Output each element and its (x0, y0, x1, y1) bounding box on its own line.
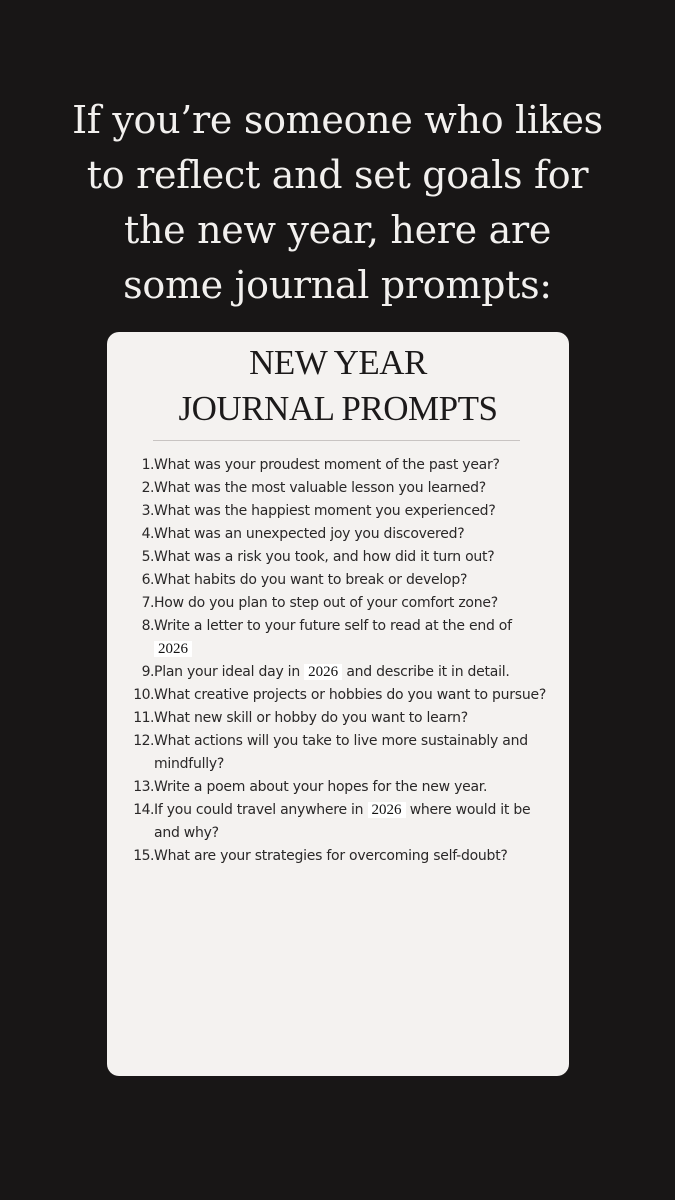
prompt-text: and describe it in detail. (346, 664, 510, 680)
prompt-number: 14. (133, 802, 154, 818)
prompt-item (107, 615, 569, 661)
prompt-text: What was the most valuable lesson you learned? (154, 480, 486, 496)
card-title-line: NEW YEAR (249, 343, 427, 382)
prompt-item (107, 523, 569, 546)
prompt-text: What actions will you take to live more sustainably and mindfully? (154, 733, 528, 772)
prompt-text: Write a poem about your hopes for the new year. (154, 779, 488, 795)
headline-line: to reflect and set goals for (86, 153, 589, 197)
prompt-item (107, 500, 569, 523)
prompt-text: where would it be and why? (154, 802, 531, 841)
prompt-text: What was your proudest moment of the past year? (154, 457, 500, 473)
headline-line: some journal prompts: (123, 263, 552, 307)
prompt-item (107, 592, 569, 615)
prompt-number: 13. (133, 779, 154, 795)
title-divider (153, 440, 520, 441)
year-highlight: 2026 (368, 802, 406, 818)
prompt-text: What new skill or hobby do you want to learn? (154, 710, 468, 726)
journal-prompts-card (107, 332, 569, 1076)
prompt-text: What was a risk you took, and how did it turn out? (154, 549, 495, 565)
prompt-text: Plan your ideal day in (154, 664, 300, 680)
prompt-text: What are your strategies for overcoming self-doubt? (154, 848, 508, 864)
prompt-number: 8. (141, 618, 154, 634)
prompt-number: 6. (141, 572, 154, 588)
prompt-item (107, 546, 569, 569)
prompt-number: 12. (133, 733, 154, 749)
prompt-number: 9. (141, 664, 154, 680)
prompt-item (107, 707, 569, 730)
prompt-number: 11. (133, 710, 154, 726)
card-title (107, 340, 569, 432)
headline (0, 93, 675, 313)
prompt-item (107, 776, 569, 799)
prompt-number: 10. (133, 687, 154, 703)
prompt-item (107, 454, 569, 477)
prompt-text: How do you plan to step out of your comfort zone? (154, 595, 498, 611)
prompt-number: 1. (141, 457, 154, 473)
prompt-number: 4. (141, 526, 154, 542)
prompt-number: 2. (141, 480, 154, 496)
year-highlight: 2026 (154, 641, 192, 657)
prompt-number: 15. (133, 848, 154, 864)
prompt-item (107, 799, 569, 845)
year-highlight: 2026 (304, 664, 342, 680)
prompt-item (107, 477, 569, 500)
prompt-text: What creative projects or hobbies do you want to pursue? (154, 687, 547, 703)
prompt-text: What habits do you want to break or develop? (154, 572, 468, 588)
prompt-number: 5. (141, 549, 154, 565)
prompt-number: 7. (141, 595, 154, 611)
headline-line: the new year, here are (123, 208, 552, 252)
prompt-item (107, 661, 569, 684)
prompt-item (107, 569, 569, 592)
prompt-item (107, 845, 569, 868)
prompt-text: What was the happiest moment you experienced? (154, 503, 496, 519)
card-title-line: JOURNAL PROMPTS (178, 389, 498, 428)
prompt-item (107, 730, 569, 776)
prompt-text: If you could travel anywhere in (154, 802, 364, 818)
prompt-list (107, 454, 569, 868)
headline-line: If you’re someone who likes (72, 98, 603, 142)
prompt-number: 3. (141, 503, 154, 519)
prompt-text: Write a letter to your future self to read at the end of (154, 618, 512, 634)
prompt-item (107, 684, 569, 707)
prompt-text: What was an unexpected joy you discovered? (154, 526, 465, 542)
